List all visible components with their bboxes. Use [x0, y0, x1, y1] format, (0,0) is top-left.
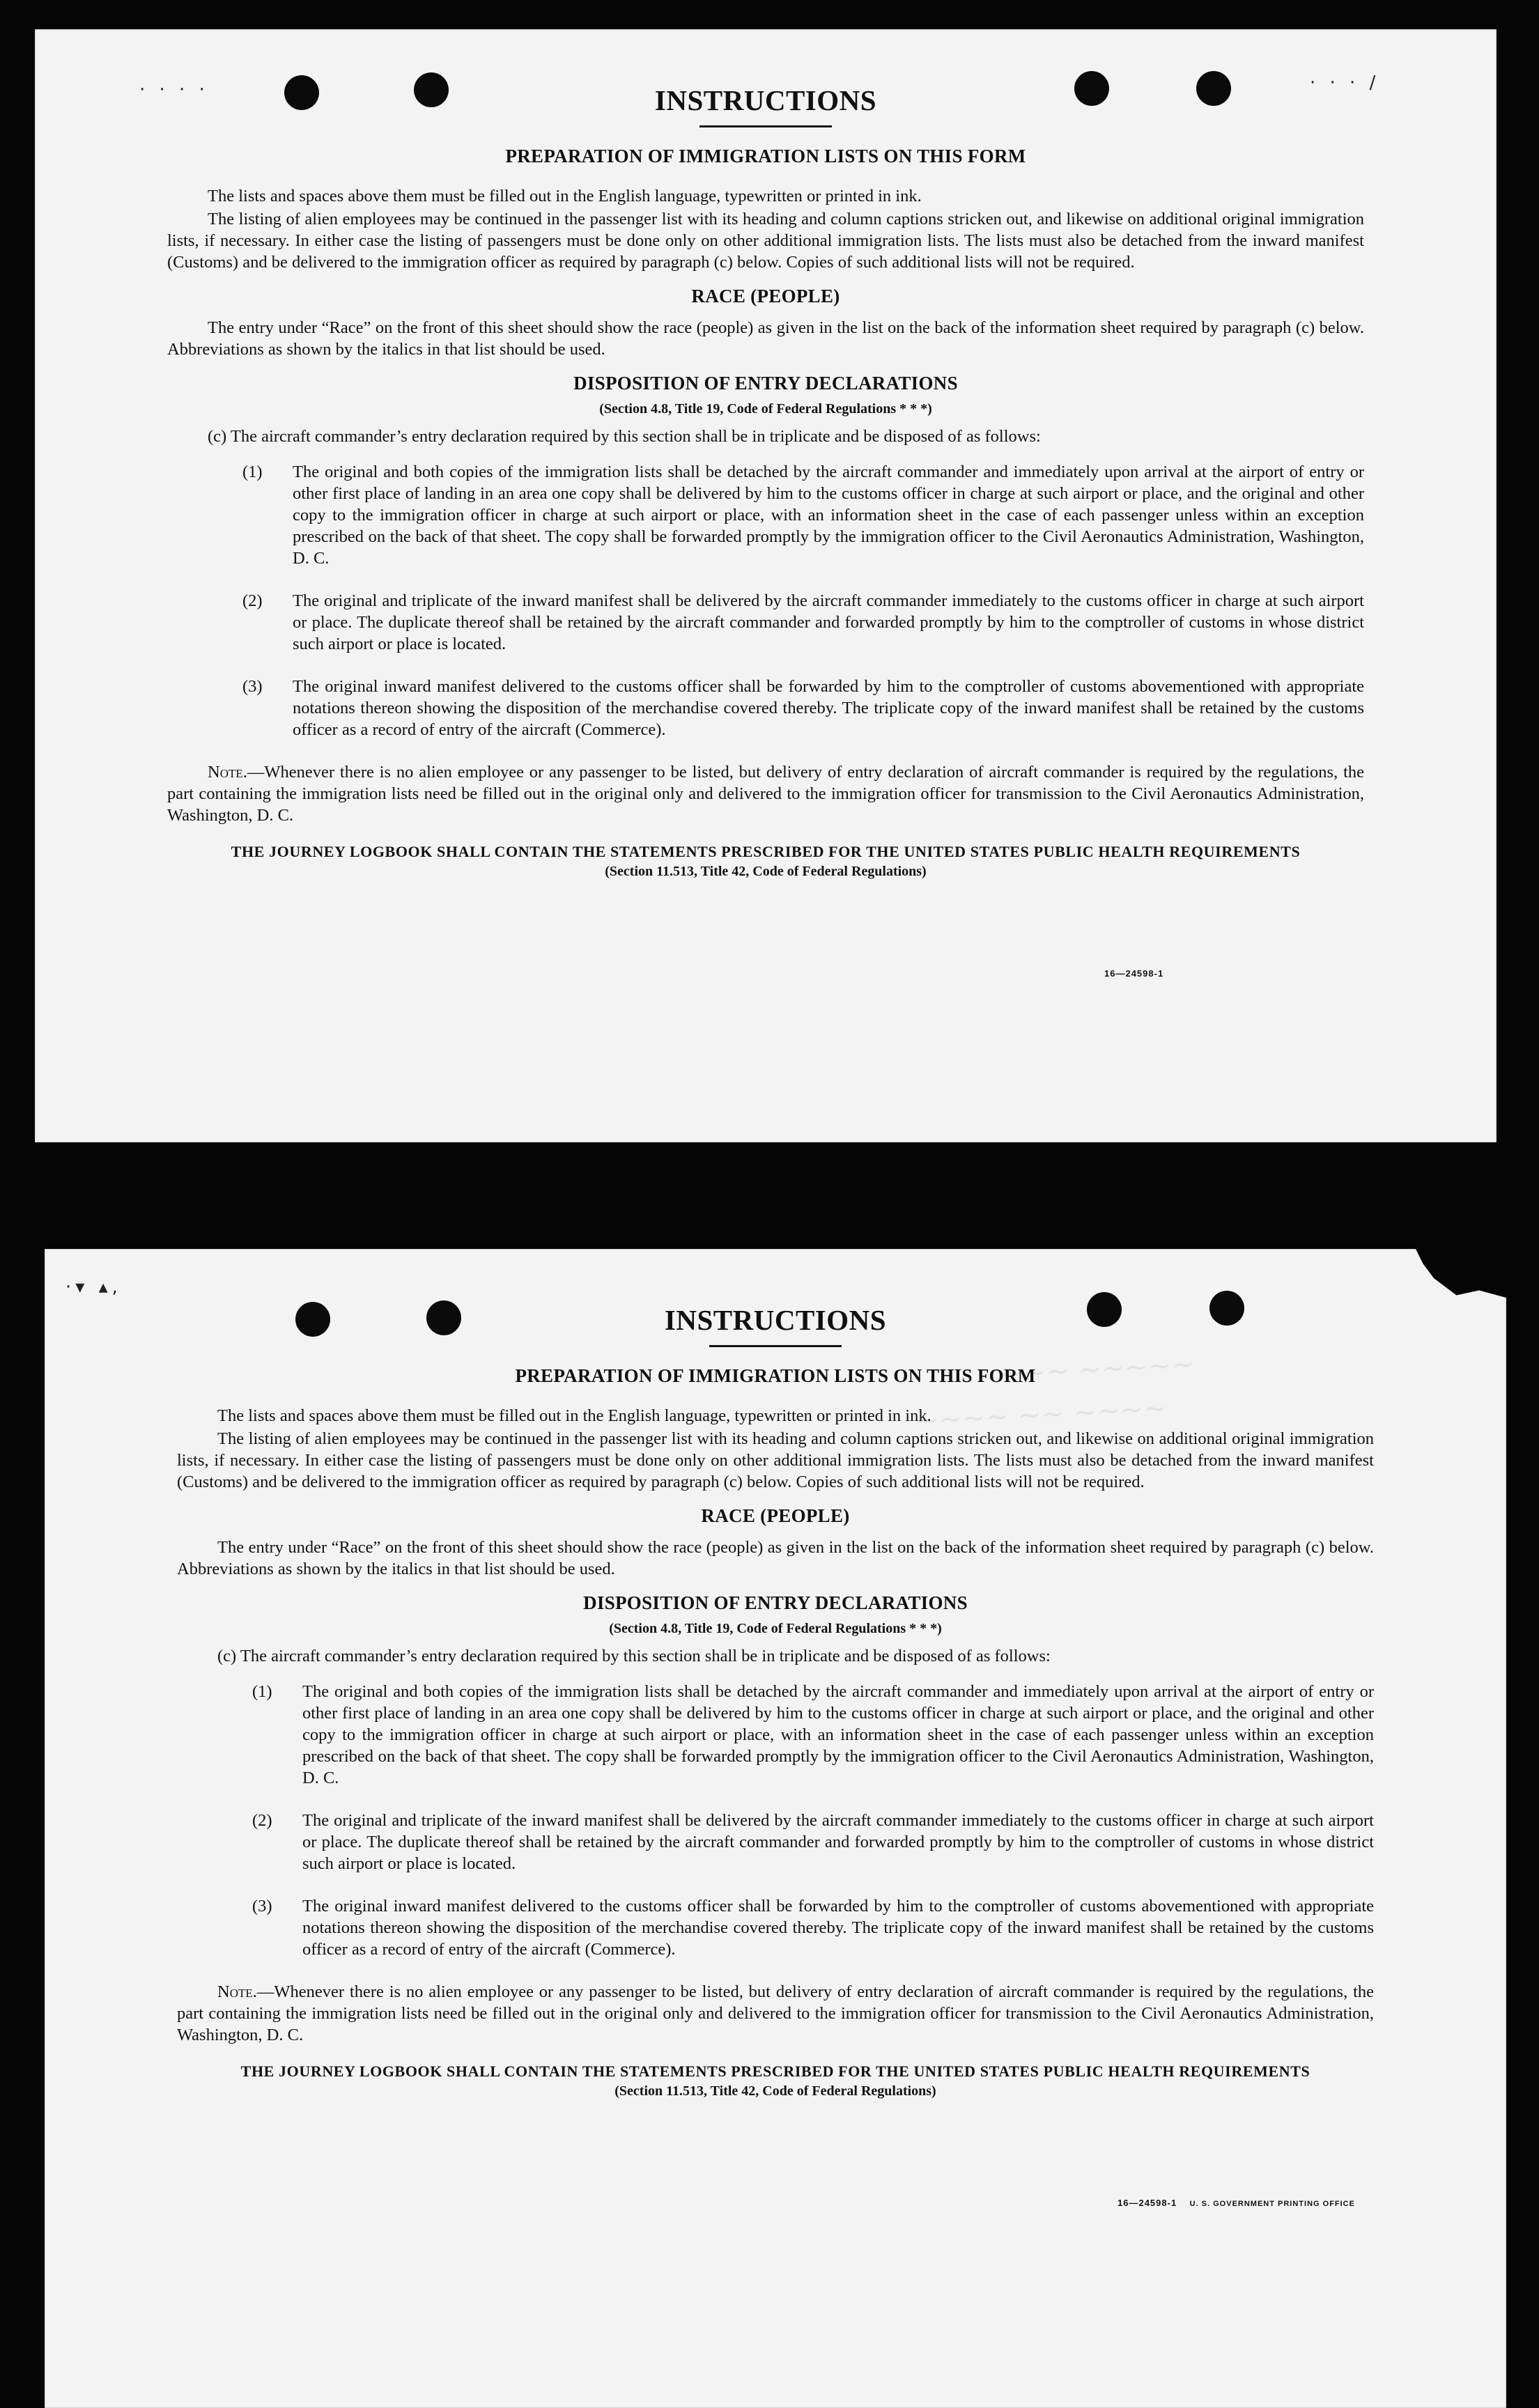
form-number	[1117, 2198, 1355, 2208]
paragraph-race: The entry under “Race” on the front of this sheet should show the race (people) as given in the list on the back of the information sheet required by paragraph (c) below. Abbreviations as shown by the italics in that list should be used.	[177, 1538, 1374, 1578]
list-item	[167, 676, 1364, 740]
item-number: (1)	[252, 1682, 272, 1701]
instruction-sheet-top	[35, 29, 1497, 1142]
logbook-requirement: THE JOURNEY LOGBOOK SHALL CONTAIN THE STATEMENTS PRESCRIBED FOR THE UNITED STATES PUBLIC HEALTH REQUIREMENTS	[231, 843, 1301, 860]
paragraph-c: (c) The aircraft commander’s entry declaration required by this section shall be in triplicate and be disposed of as follows:	[217, 1647, 1051, 1665]
note-label: Note.	[217, 1982, 257, 2001]
bleed-through-handwriting: ~~~ ~~~~~	[998, 1348, 1196, 1391]
item-text: The original and triplicate of the inward manifest shall be delivered by the aircraft commander immediately to the customs officer in charge at such airport or place. The duplicate thereof shall be retained by the aircraft commander and forwarded promptly by him to the comptroller of customs in whose district such airport or place is located.	[293, 591, 1364, 653]
item-number: (1)	[242, 463, 263, 481]
list-item	[177, 1895, 1374, 1960]
item-text: The original and both copies of the immigration lists shall be detached by the aircraft commander and immediately upon arrival at the airport of entry or other first place of landing in an area one copy shall be delivered by him to the customs officer in charge at such airport or place, and the original and other copy to the immigration officer in charge at such airport or place, with an information sheet in the case of each passenger unless within an exception prescribed on the back of that sheet. The copy shall be forwarded promptly by the immigration officer to the Civil Aeronautics Administration, Washington, D. C.	[302, 1682, 1374, 1787]
item-number: (3)	[252, 1897, 272, 1916]
paragraph-c: (c) The aircraft commander’s entry declaration required by this section shall be in triplicate and be disposed of as follows:	[208, 427, 1041, 446]
item-text: The original and triplicate of the inward manifest shall be delivered by the aircraft commander immediately to the customs officer in charge at such airport or place. The duplicate thereof shall be retained by the aircraft commander and forwarded promptly by him to the comptroller of customs in whose district such airport or place is located.	[302, 1811, 1374, 1873]
paragraph-listing: The listing of alien employees may be continued in the passenger list with its heading and column captions stricken out, and likewise on additional original immigration lists, if necessary. In either case the listing of passengers must be done only on other additional immigration lists. The lists must also be detached from the inward manifest (Customs) and be delivered to the immigration officer as required by paragraph (c) below. Copies of such additional lists will not be required.	[177, 1429, 1374, 1491]
item-number: (2)	[252, 1811, 272, 1830]
section-heading-disposition: DISPOSITION OF ENTRY DECLARATIONS	[573, 373, 958, 394]
form-number-code: 16—24598-1	[1117, 2198, 1177, 2208]
edge-mark: ·▾ ▴,	[65, 1277, 122, 1298]
paragraph-language: The lists and spaces above them must be filled out in the English language, typewritten or printed in ink.	[217, 1406, 931, 1425]
section-heading-race: RACE (PEOPLE)	[691, 286, 840, 306]
sheet-content	[167, 84, 1364, 880]
bleed-through-handwriting: ~~~~ ~~ ~~~~	[915, 1392, 1168, 1438]
edge-mark: · · · ·	[139, 79, 209, 100]
note-text: —Whenever there is no alien employee or any passenger to be listed, but delivery of entry declaration of aircraft commander is required by the regulations, the part containing the immigration lists need be filled out in the original only and delivered to the immigration officer for transmission to the Civil Aeronautics Administration, Washington, D. C.	[177, 1982, 1374, 2044]
regulation-citation: (Section 4.8, Title 19, Code of Federal Regulations * * *)	[609, 1621, 942, 1636]
title-underline	[709, 1345, 842, 1347]
regulation-citation: (Section 4.8, Title 19, Code of Federal Regulations * * *)	[599, 401, 932, 417]
torn-corner	[1416, 1249, 1506, 1298]
note-label: Note.	[208, 763, 247, 782]
item-text: The original inward manifest delivered to the customs officer shall be forwarded by him to the comptroller of customs abovementioned with appropriate notations thereon showing the disposition of the merchandise covered thereby. The triplicate copy of the inward manifest shall be retained by the customs officer as a record of entry of the aircraft (Commerce).	[302, 1897, 1374, 1959]
section-heading-disposition: DISPOSITION OF ENTRY DECLARATIONS	[583, 1592, 968, 1613]
note-paragraph	[167, 761, 1364, 826]
edge-mark: · · · /	[1310, 72, 1380, 93]
list-item	[177, 1810, 1374, 1874]
instruction-sheet-bottom	[45, 1249, 1506, 2408]
paragraph-language: The lists and spaces above them must be filled out in the English language, typewritten or printed in ink.	[208, 187, 922, 205]
logbook-citation: (Section 11.513, Title 42, Code of Federal Regulations)	[605, 864, 927, 879]
section-heading-race: RACE (PEOPLE)	[701, 1505, 850, 1526]
section-heading-preparation: PREPARATION OF IMMIGRATION LISTS ON THIS FORM	[505, 146, 1026, 166]
page-title: INSTRUCTIONS	[654, 84, 877, 116]
logbook-citation: (Section 11.513, Title 42, Code of Federal Regulations)	[614, 2083, 936, 2099]
paragraph-listing: The listing of alien employees may be continued in the passenger list with its heading and column captions stricken out, and likewise on additional original immigration lists, if necessary. In either case the listing of passengers must be done only on other additional immigration lists. The lists must also be detached from the inward manifest (Customs) and be delivered to the immigration officer as required by paragraph (c) below. Copies of such additional lists will not be required.	[167, 210, 1364, 272]
list-item	[167, 461, 1364, 569]
item-text: The original and both copies of the immigration lists shall be detached by the aircraft commander and immediately upon arrival at the airport of entry or other first place of landing in an area one copy shall be delivered by him to the customs officer in charge at such airport or place, and the original and other copy to the immigration officer in charge at such airport or place, with an information sheet in the case of each passenger unless within an exception prescribed on the back of that sheet. The copy shall be forwarded promptly by the immigration officer to the Civil Aeronautics Administration, Washington, D. C.	[293, 463, 1364, 568]
note-text: —Whenever there is no alien employee or any passenger to be listed, but delivery of entry declaration of aircraft commander is required by the regulations, the part containing the immigration lists need be filled out in the original only and delivered to the immigration officer for transmission to the Civil Aeronautics Administration, Washington, D. C.	[167, 763, 1364, 825]
paragraph-race: The entry under “Race” on the front of this sheet should show the race (people) as given in the list on the back of the information sheet required by paragraph (c) below. Abbreviations as shown by the italics in that list should be used.	[167, 318, 1364, 359]
item-number: (2)	[242, 591, 263, 610]
page-title: INSTRUCTIONS	[664, 1304, 887, 1336]
item-number: (3)	[242, 677, 263, 696]
logbook-requirement: THE JOURNEY LOGBOOK SHALL CONTAIN THE STATEMENTS PRESCRIBED FOR THE UNITED STATES PUBLIC HEALTH REQUIREMENTS	[240, 2063, 1310, 2080]
form-number: 16—24598-1	[1104, 968, 1164, 979]
sheet-content	[177, 1303, 1374, 2099]
title-underline	[699, 125, 832, 127]
item-text: The original inward manifest delivered to the customs officer shall be forwarded by him to the comptroller of customs abovementioned with appropriate notations thereon showing the disposition of the merchandise covered thereby. The triplicate copy of the inward manifest shall be retained by the customs officer as a record of entry of the aircraft (Commerce).	[293, 677, 1364, 739]
list-item	[177, 1681, 1374, 1789]
section-heading-preparation: PREPARATION OF IMMIGRATION LISTS ON THIS FORM	[515, 1365, 1036, 1386]
printer-imprint: U. S. GOVERNMENT PRINTING OFFICE	[1189, 2200, 1355, 2208]
list-item	[167, 590, 1364, 655]
note-paragraph	[177, 1981, 1374, 2046]
